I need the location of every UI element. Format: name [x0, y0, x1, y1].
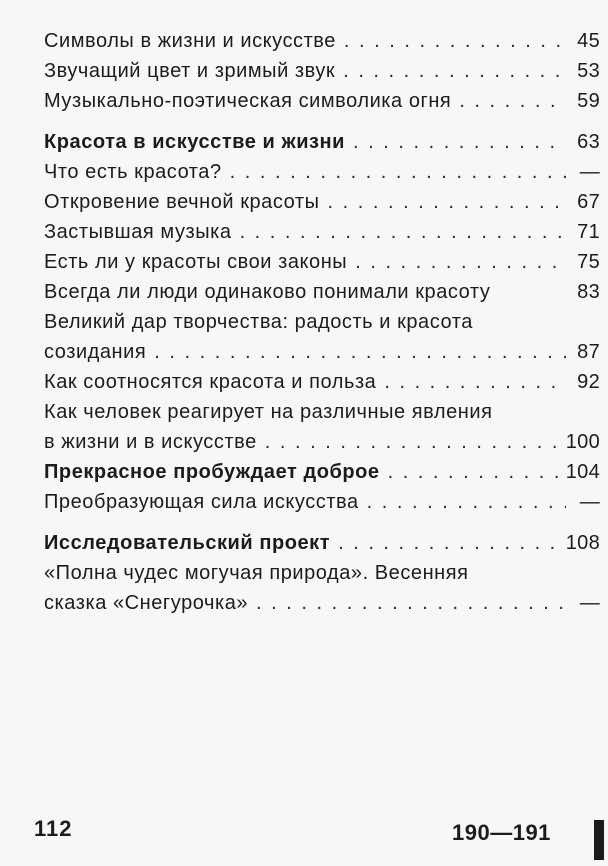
page-number-left: 112 [34, 816, 73, 841]
toc-entry-page: 45 [577, 30, 600, 52]
toc-entry [44, 247, 600, 277]
toc-entry-title: сказка «Снегурочка» [44, 592, 249, 614]
toc-section-title: Прекрасное пробуждает доброе [44, 461, 380, 483]
toc-entry-title: в жизни и в искусстве [44, 431, 257, 453]
toc-entry-title: Что есть красота? [44, 161, 222, 183]
toc-entry [44, 56, 600, 86]
toc-entry-title: Преобразующая сила искусства [44, 491, 359, 513]
dot-leader [367, 487, 566, 517]
toc-entry [44, 487, 600, 517]
toc-entry-title: созидания [44, 341, 147, 363]
toc-entry-title: Великий дар творчества: радость и красота [44, 311, 473, 333]
dot-leader [343, 56, 566, 86]
toc-entry-title: Откровение вечной красоты [44, 191, 320, 213]
toc-entry [44, 26, 600, 56]
toc-section-heading [44, 528, 600, 558]
toc-entry [44, 397, 600, 427]
toc-entry [44, 427, 600, 457]
toc-entry-page: 104 [565, 461, 600, 483]
dot-leader [256, 588, 566, 618]
toc-entry-page: 63 [577, 131, 600, 153]
dot-leader [230, 157, 566, 187]
toc-section-title: Исследовательский проект [44, 532, 331, 554]
toc-entry-title: Есть ли у красоты свои законы [44, 251, 348, 273]
toc-entry [44, 307, 600, 337]
toc-entry-page: 67 [577, 191, 600, 213]
page-number-right: 190—191 [452, 820, 551, 845]
toc-entry-page: — [579, 161, 600, 183]
dot-leader [328, 187, 567, 217]
dot-leader [384, 367, 566, 397]
dot-leader [388, 457, 562, 487]
toc-entry-page: 71 [577, 221, 600, 243]
toc-entry [44, 187, 600, 217]
table-of-contents [44, 26, 600, 618]
toc-entry-page: 108 [565, 532, 600, 554]
toc-entry-title: Застывшая музыка [44, 221, 232, 243]
page-edge-bar [594, 820, 604, 860]
dot-leader [355, 247, 566, 277]
toc-entry-page: — [579, 592, 600, 614]
dot-leader [154, 337, 566, 367]
toc-entry [44, 157, 600, 187]
toc-entry-title: Как человек реагирует на различные явления [44, 401, 493, 423]
toc-entry-page: 53 [577, 60, 600, 82]
toc-entry [44, 217, 600, 247]
toc-entry [44, 558, 600, 588]
toc-section-heading [44, 457, 600, 487]
toc-entry-title: Символы в жизни и искусстве [44, 30, 336, 52]
toc-entry-page: 87 [577, 341, 600, 363]
toc-section-title: Красота в искусстве и жизни [44, 131, 346, 153]
toc-entry-page: — [579, 491, 600, 513]
toc-entry-title: Всегда ли люди одинаково понимали красоту [44, 281, 491, 303]
toc-entry-page: 92 [577, 371, 600, 393]
dot-leader [265, 427, 562, 457]
toc-entry-page: 100 [565, 431, 600, 453]
toc-entry-page: 75 [577, 251, 600, 273]
toc-entry-title: Музыкально-поэтическая символика огня [44, 90, 452, 112]
toc-entry-title: Звучащий цвет и зримый звук [44, 60, 336, 82]
dot-leader [344, 26, 566, 56]
dot-leader [338, 528, 562, 558]
dot-leader [353, 127, 566, 157]
toc-entry-page: 83 [577, 281, 600, 303]
toc-entry [44, 277, 600, 307]
toc-entry-page: 59 [577, 90, 600, 112]
dot-leader [240, 217, 566, 247]
toc-entry [44, 337, 600, 367]
toc-entry [44, 86, 600, 116]
toc-entry [44, 588, 600, 618]
toc-entry-title: Как соотносятся красота и польза [44, 371, 377, 393]
toc-entry [44, 367, 600, 397]
dot-leader [459, 86, 566, 116]
toc-section-heading [44, 127, 600, 157]
toc-entry-title: «Полна чудес могучая природа». Весенняя [44, 562, 469, 584]
